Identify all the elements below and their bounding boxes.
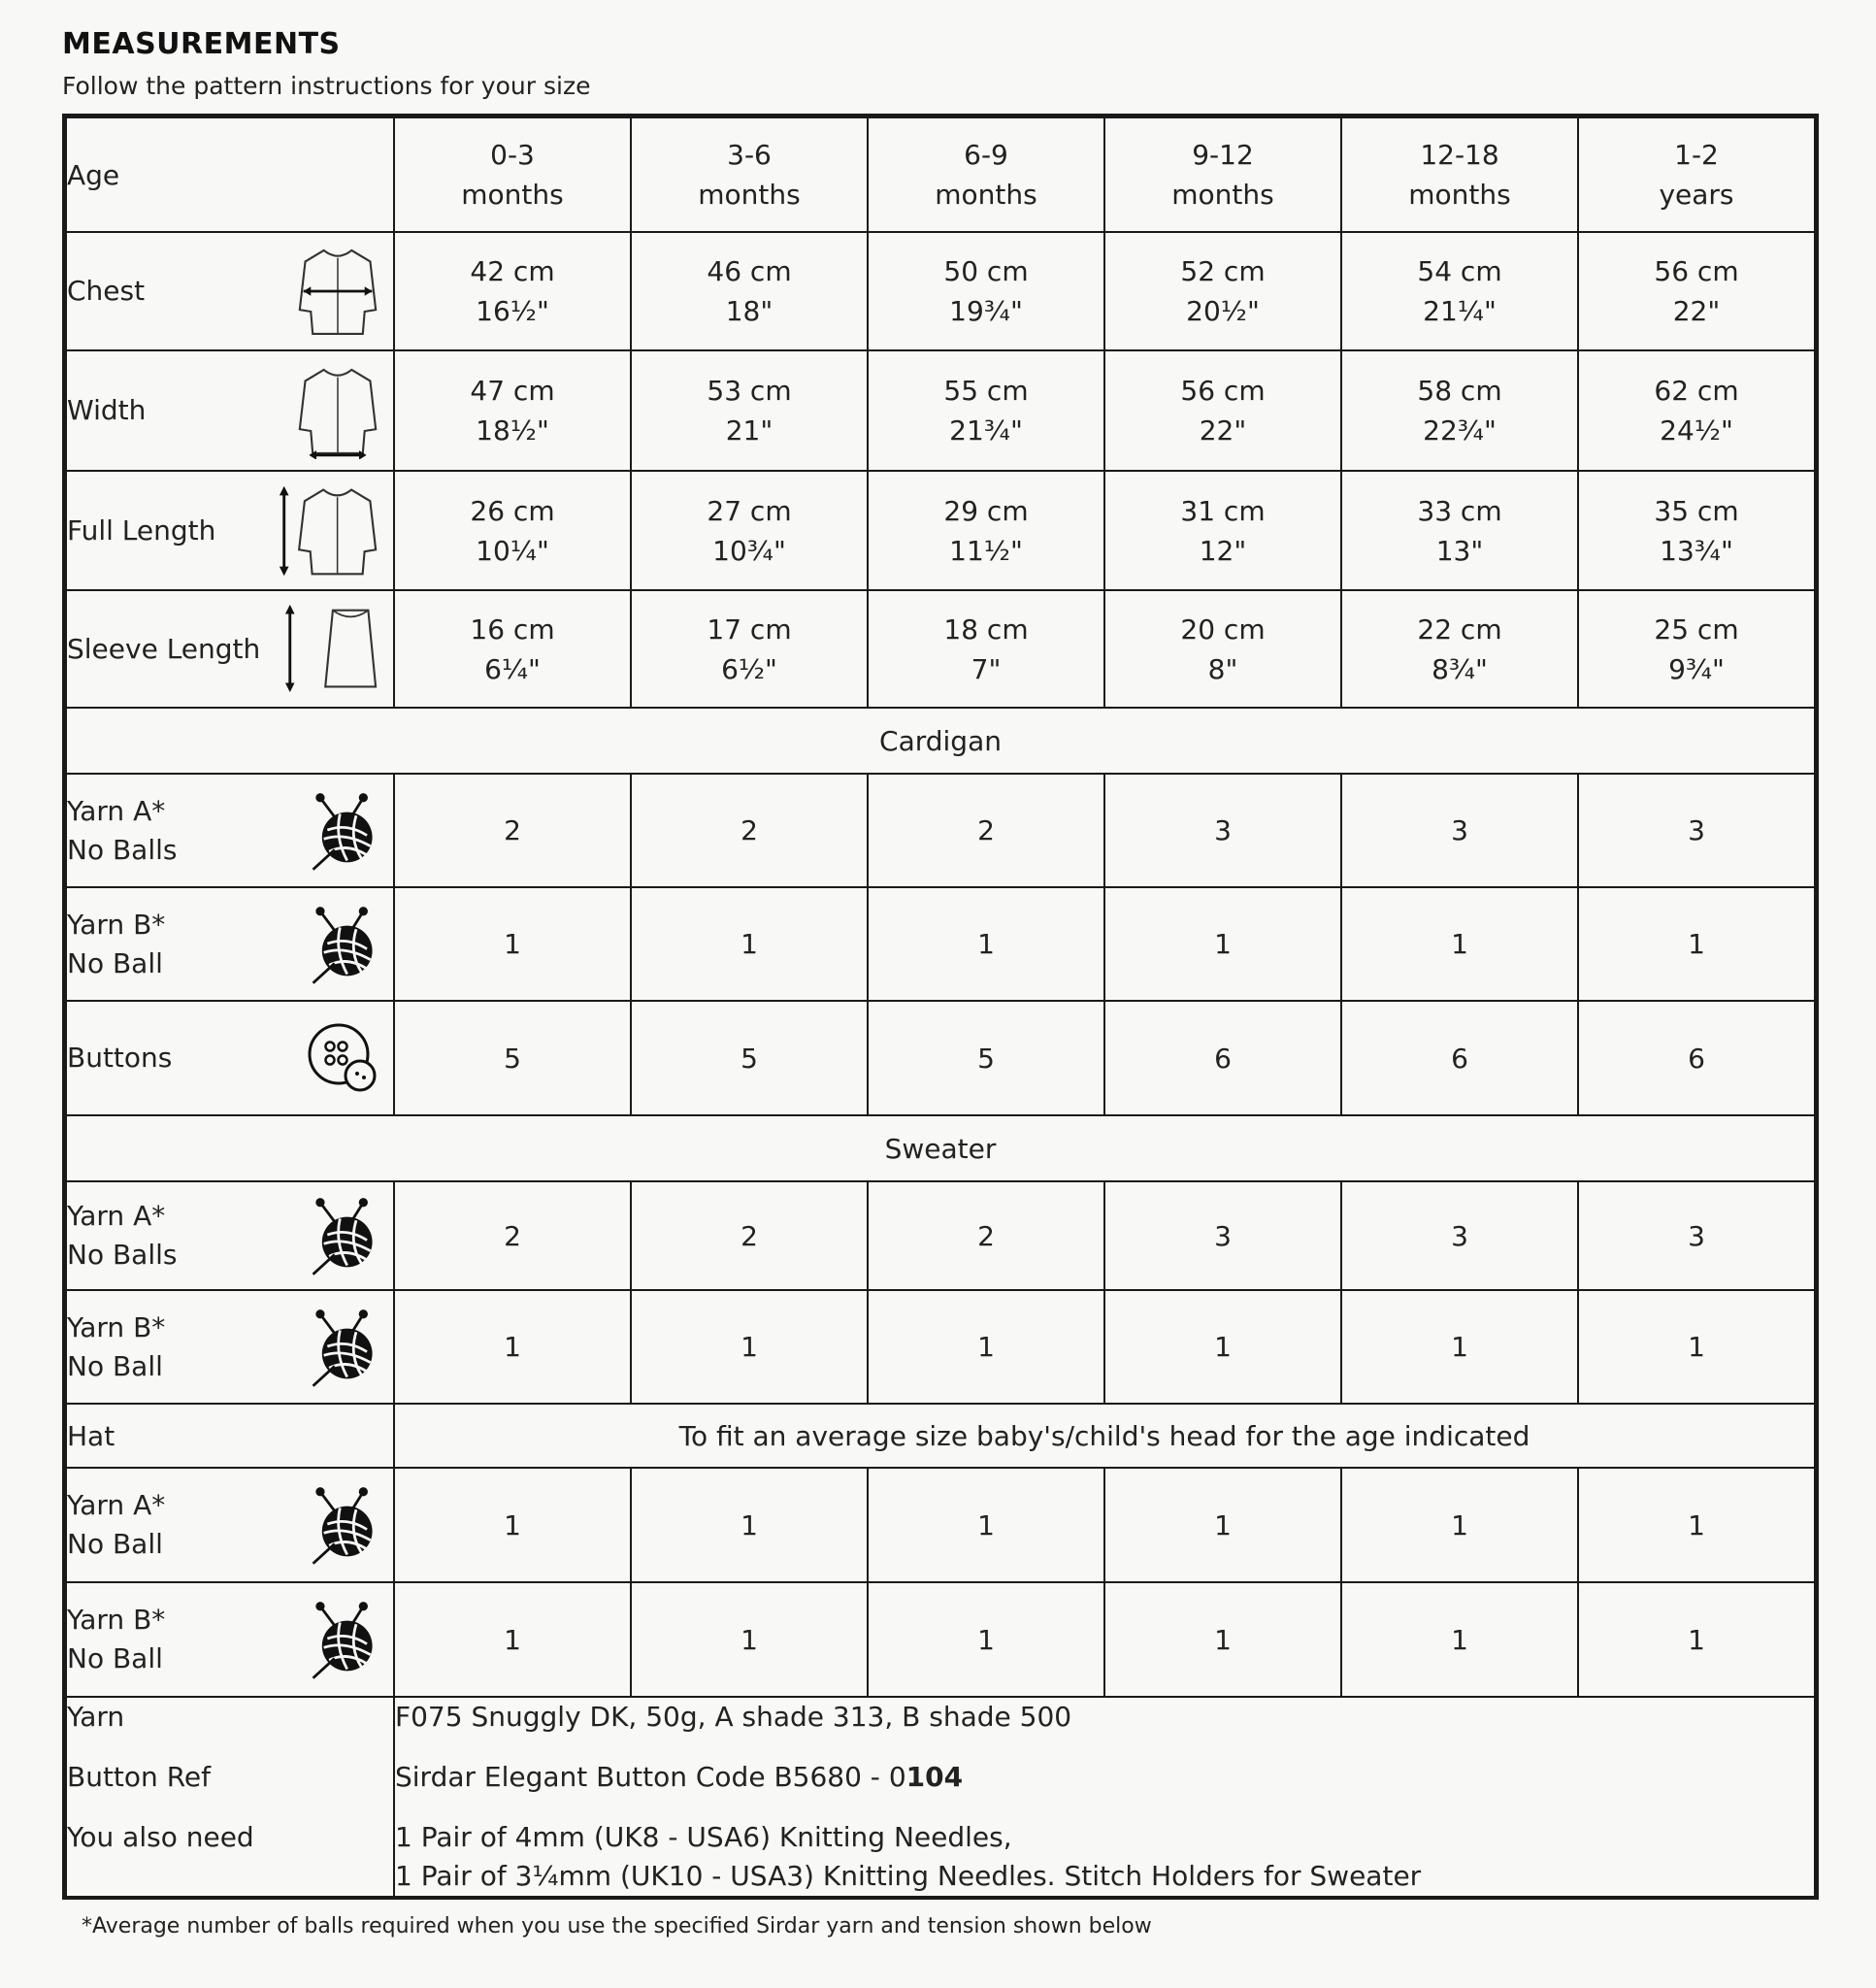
- age-label: Age: [66, 117, 394, 232]
- quantity-cell: 6: [1578, 1001, 1815, 1115]
- quantity-cell: 3: [1578, 1181, 1815, 1290]
- measurement-cell: 35 cm 13¾": [1578, 471, 1815, 590]
- quantity-cell: 1: [394, 887, 631, 1001]
- also-need-line-1: 1 Pair of 4mm (UK8 - USA6) Knitting Needles,: [395, 1821, 1012, 1853]
- quantity-cell: 5: [868, 1001, 1104, 1115]
- quantity-cell: 1: [1578, 887, 1815, 1001]
- row-label: Yarn B*: [67, 908, 166, 941]
- measurement-cell: 22 cm 8¾": [1341, 590, 1578, 708]
- row-label: Buttons: [67, 1042, 173, 1074]
- sleeve-length-label: Sleeve Length: [67, 632, 261, 665]
- row-sublabel: No Ball: [67, 1528, 163, 1560]
- quantity-cell: 3: [1341, 1181, 1578, 1290]
- measurement-cell: 26 cm 10¼": [394, 471, 631, 590]
- size-header: 3-6 months: [631, 117, 868, 232]
- also-need-line-2: 1 Pair of 3¼mm (UK10 - USA3) Knitting Needles. Stitch Holders for Sweater: [395, 1860, 1422, 1892]
- quantity-cell: 1: [1104, 1290, 1341, 1404]
- yarn-ball-needles-icon: [308, 1195, 379, 1276]
- measurements-table: [62, 114, 1819, 1900]
- hat-section-row: [66, 1404, 1815, 1468]
- cardigan-section-title: Cardigan: [66, 708, 1815, 774]
- footnote: *Average number of balls required when you use the specified Sirdar yarn and tension shown below: [82, 1914, 1152, 1938]
- button-ref-label: Button Ref: [67, 1761, 211, 1793]
- quantity-cell: 2: [868, 1181, 1104, 1290]
- quantity-cell: 1: [394, 1582, 631, 1697]
- quantity-cell: 2: [394, 774, 631, 887]
- quantity-cell: 2: [868, 774, 1104, 887]
- measurement-cell: 18 cm 7": [868, 590, 1104, 708]
- row-sublabel: No Ball: [67, 946, 163, 979]
- full-length-row: [66, 471, 1815, 590]
- sleeve-length-icon: [282, 603, 379, 696]
- size-header: 1-2 years: [1578, 117, 1815, 232]
- quantity-cell: 1: [1578, 1468, 1815, 1582]
- size-header: 0-3 months: [394, 117, 631, 232]
- measurement-cell: 56 cm 22": [1104, 350, 1341, 471]
- row-sublabel: No Balls: [67, 833, 178, 866]
- materials-info-row: [66, 1697, 1815, 1897]
- measurement-cell: 56 cm 22": [1578, 232, 1815, 350]
- row-label: Yarn A*: [67, 1200, 166, 1232]
- quantity-cell: 1: [631, 887, 868, 1001]
- measurement-cell: 55 cm 21¾": [868, 350, 1104, 471]
- sweater-yarn-b-row: [66, 1290, 1815, 1404]
- button-icon: [306, 1021, 379, 1095]
- quantity-cell: 1: [394, 1468, 631, 1582]
- full-length-label: Full Length: [67, 514, 216, 547]
- full-length-garment-icon: [277, 482, 379, 580]
- quantity-cell: 2: [631, 1181, 868, 1290]
- quantity-cell: 1: [868, 1290, 1104, 1404]
- row-sublabel: No Ball: [67, 1642, 163, 1674]
- measurement-cell: 31 cm 12": [1104, 471, 1341, 590]
- cardigan-yarn-b-row: [66, 887, 1815, 1001]
- quantity-cell: 1: [1578, 1582, 1815, 1697]
- chest-width-garment-icon: [296, 245, 379, 338]
- quantity-cell: 1: [1578, 1290, 1815, 1404]
- yarn-ball-needles-icon: [308, 904, 379, 985]
- also-need-label: You also need: [67, 1821, 254, 1853]
- quantity-cell: 1: [868, 1468, 1104, 1582]
- age-header-row: [66, 117, 1815, 232]
- measurement-cell: 58 cm 22¾": [1341, 350, 1578, 471]
- width-label: Width: [67, 394, 147, 426]
- quantity-cell: 3: [1104, 774, 1341, 887]
- page-subtitle: Follow the pattern instructions for your size: [62, 72, 591, 100]
- sweater-section-row: [66, 1115, 1815, 1181]
- row-label: Yarn B*: [67, 1310, 166, 1343]
- sleeve-length-row: [66, 590, 1815, 708]
- cardigan-yarn-a-row: [66, 774, 1815, 887]
- yarn-label: Yarn: [67, 1701, 125, 1733]
- measurement-cell: 16 cm 6¼": [394, 590, 631, 708]
- measurement-cell: 25 cm 9¾": [1578, 590, 1815, 708]
- hat-note: To fit an average size baby's/child's head for the age indicated: [394, 1404, 1815, 1468]
- quantity-cell: 3: [1341, 774, 1578, 887]
- measurement-cell: 50 cm 19¾": [868, 232, 1104, 350]
- size-header: 9-12 months: [1104, 117, 1341, 232]
- cardigan-buttons-row: [66, 1001, 1815, 1115]
- hem-width-garment-icon: [296, 362, 379, 459]
- quantity-cell: 1: [631, 1468, 868, 1582]
- measurement-cell: 52 cm 20½": [1104, 232, 1341, 350]
- measurement-cell: 20 cm 8": [1104, 590, 1341, 708]
- quantity-cell: 2: [631, 774, 868, 887]
- quantity-cell: 1: [1104, 1582, 1341, 1697]
- quantity-cell: 5: [394, 1001, 631, 1115]
- sweater-yarn-a-row: [66, 1181, 1815, 1290]
- quantity-cell: 1: [1341, 1468, 1578, 1582]
- quantity-cell: 2: [394, 1181, 631, 1290]
- quantity-cell: 1: [631, 1582, 868, 1697]
- quantity-cell: 6: [1341, 1001, 1578, 1115]
- row-sublabel: No Ball: [67, 1349, 163, 1382]
- size-header: 6-9 months: [868, 117, 1104, 232]
- quantity-cell: 3: [1578, 774, 1815, 887]
- measurement-cell: 47 cm 18½": [394, 350, 631, 471]
- measurement-cell: 42 cm 16½": [394, 232, 631, 350]
- row-label: Yarn A*: [67, 794, 166, 827]
- size-header: 12-18 months: [1341, 117, 1578, 232]
- sweater-section-title: Sweater: [66, 1115, 1815, 1181]
- yarn-ball-needles-icon: [308, 1599, 379, 1680]
- yarn-ball-needles-icon: [308, 1307, 379, 1388]
- quantity-cell: 1: [868, 887, 1104, 1001]
- measurement-cell: 62 cm 24½": [1578, 350, 1815, 471]
- quantity-cell: 1: [868, 1582, 1104, 1697]
- quantity-cell: 1: [1104, 887, 1341, 1001]
- quantity-cell: 1: [631, 1290, 868, 1404]
- hat-label: Hat: [66, 1404, 394, 1468]
- row-sublabel: No Balls: [67, 1239, 178, 1271]
- button-ref-value: Sirdar Elegant Button Code B5680 - 0104: [395, 1761, 964, 1793]
- quantity-cell: 6: [1104, 1001, 1341, 1115]
- measurement-cell: 27 cm 10¾": [631, 471, 868, 590]
- cardigan-section-row: [66, 708, 1815, 774]
- quantity-cell: 1: [394, 1290, 631, 1404]
- measurement-cell: 54 cm 21¼": [1341, 232, 1578, 350]
- quantity-cell: 1: [1341, 1290, 1578, 1404]
- yarn-ball-needles-icon: [308, 1484, 379, 1566]
- chest-label: Chest: [67, 275, 146, 307]
- quantity-cell: 1: [1341, 887, 1578, 1001]
- hat-yarn-a-row: [66, 1468, 1815, 1582]
- yarn-value: F075 Snuggly DK, 50g, A shade 313, B shade 500: [395, 1701, 1072, 1733]
- measurement-cell: 17 cm 6½": [631, 590, 868, 708]
- yarn-ball-needles-icon: [308, 790, 379, 872]
- quantity-cell: 5: [631, 1001, 868, 1115]
- chest-row: [66, 232, 1815, 350]
- measurement-cell: 53 cm 21": [631, 350, 868, 471]
- measurement-cell: 33 cm 13": [1341, 471, 1578, 590]
- row-label: Yarn B*: [67, 1604, 166, 1636]
- page-title: MEASUREMENTS: [62, 27, 341, 61]
- measurement-cell: 46 cm 18": [631, 232, 868, 350]
- row-label: Yarn A*: [67, 1489, 166, 1521]
- quantity-cell: 1: [1104, 1468, 1341, 1582]
- quantity-cell: 3: [1104, 1181, 1341, 1290]
- quantity-cell: 1: [1341, 1582, 1578, 1697]
- measurement-cell: 29 cm 11½": [868, 471, 1104, 590]
- hat-yarn-b-row: [66, 1582, 1815, 1697]
- width-row: [66, 350, 1815, 471]
